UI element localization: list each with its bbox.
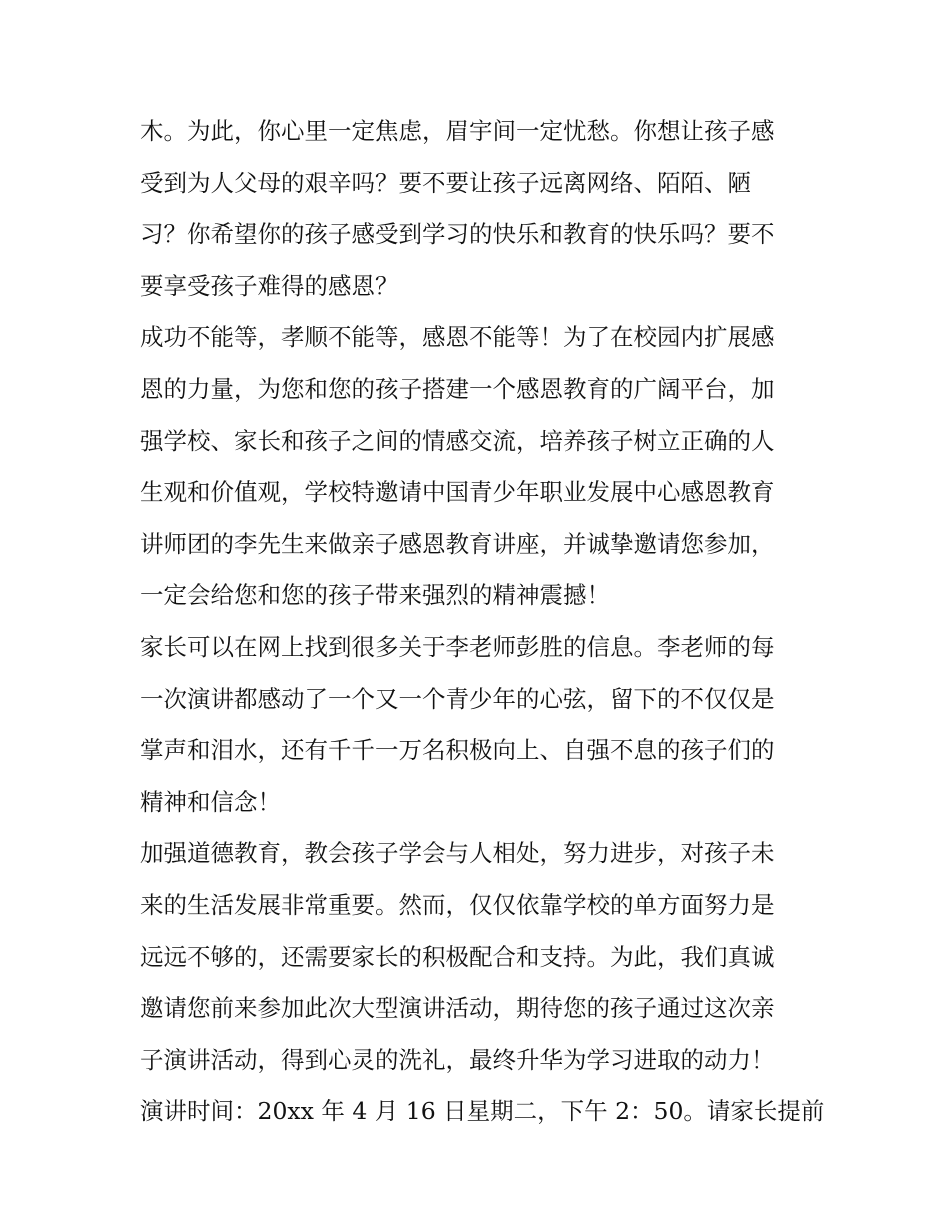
text-line: 要享受孩子难得的感恩？ xyxy=(140,271,399,300)
text-line: 讲师团的李先生来做亲子感恩教育讲座，并诚挚邀请您参加， xyxy=(140,529,775,558)
text-line: 来的生活发展非常重要。然而，仅仅依靠学校的单方面努力是 xyxy=(140,890,775,919)
text-line: 强学校、家长和孩子之间的情感交流，培养孩子树立正确的人 xyxy=(140,426,775,455)
text-line: 恩的力量，为您和您的孩子搭建一个感恩教育的广阔平台，加 xyxy=(140,374,775,403)
text-line: 子演讲活动，得到心灵的洗礼，最终升华为学习进取的动力！ xyxy=(140,1045,775,1074)
text-line: 掌声和泪水，还有千千一万名积极向上、自强不息的孩子们的 xyxy=(140,736,775,765)
text-line: 一定会给您和您的孩子带来强烈的精神震撼！ xyxy=(140,581,610,610)
text-line: 精神和信念！ xyxy=(140,787,281,816)
text-line: 木。为此，你心里一定焦虑，眉宇间一定忧愁。你想让孩子感 xyxy=(140,117,775,145)
text-line: 一次演讲都感动了一个又一个青少年的心弦，留下的不仅仅是 xyxy=(140,684,775,713)
body-text xyxy=(140,106,825,1138)
text-line: 邀请您前来参加此次大型演讲活动，期待您的孩子通过这次亲 xyxy=(140,994,775,1023)
text-line: 受到为人父母的艰辛吗？要不要让孩子远离网络、陌陌、陋 xyxy=(140,168,751,197)
text-line: 演讲时间：20xx 年 4 月 16 日星期二，下午 2：50。请家长提前 xyxy=(140,1097,825,1126)
text-line: 远远不够的，还需要家长的积极配合和支持。为此，我们真诚 xyxy=(140,942,775,971)
text-line: 生观和价值观，学校特邀请中国青少年职业发展中心感恩教育 xyxy=(140,478,775,507)
text-line: 成功不能等，孝顺不能等，感恩不能等！为了在校园内扩展感 xyxy=(140,323,775,352)
text-line: 加强道德教育，教会孩子学会与人相处，努力进步，对孩子未 xyxy=(140,839,775,868)
text-line: 家长可以在网上找到很多关于李老师彭胜的信息。李老师的每 xyxy=(140,632,775,661)
text-line: 习？你希望你的孩子感受到学习的快乐和教育的快乐吗？要不 xyxy=(140,220,775,249)
